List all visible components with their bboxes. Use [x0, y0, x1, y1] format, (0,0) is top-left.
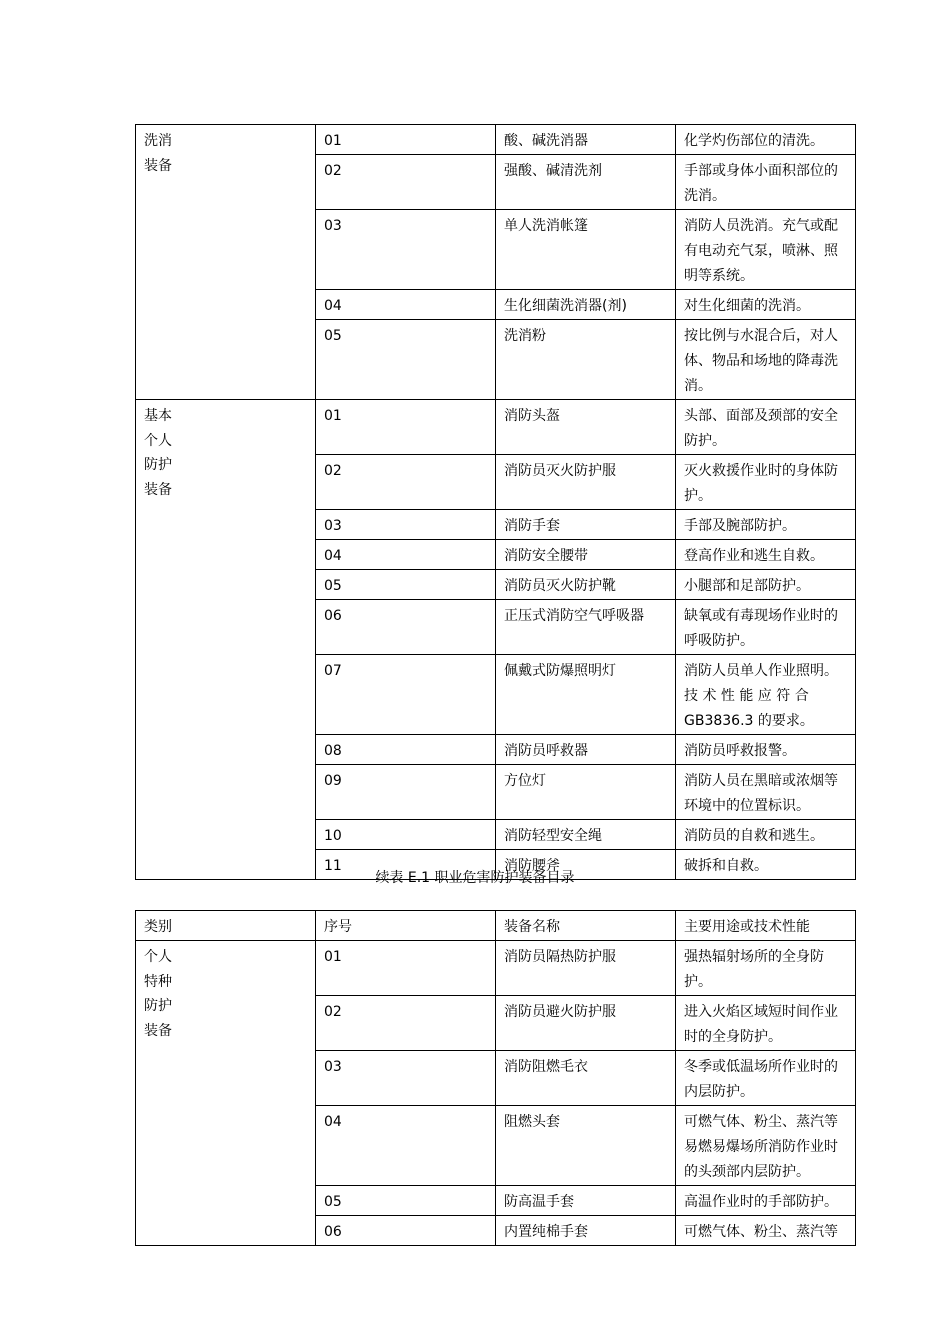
usage-line: 化学灼伤部位的清洗。 — [684, 133, 824, 149]
number-cell: 05 — [316, 1186, 496, 1216]
number-cell: 03 — [316, 1051, 496, 1106]
usage-line: 体、物品和场地的降毒洗 — [684, 353, 838, 369]
usage-line: GB3836.3 的要求。 — [684, 713, 814, 729]
table-header-row — [136, 911, 856, 941]
usage-line: 手部及腕部防护。 — [684, 518, 796, 534]
category-cell — [136, 941, 316, 1246]
usage-line: 可燃气体、粉尘、蒸汽等 — [684, 1224, 838, 1240]
category-line: 特种 — [144, 973, 172, 990]
header-name: 装备名称 — [496, 911, 676, 941]
usage-line: 环境中的位置标识。 — [684, 798, 810, 814]
usage-line: 护。 — [684, 974, 712, 990]
usage-line: 冬季或低温场所作业时的 — [684, 1059, 838, 1075]
equipment-name-cell: 防高温手套 — [496, 1186, 676, 1216]
usage-cell — [676, 1216, 856, 1246]
usage-line: 消防员呼救报警。 — [684, 743, 796, 759]
number-cell: 05 — [316, 570, 496, 600]
table-caption: 续表 E.1 职业危害防护装备目录 — [375, 870, 575, 886]
equipment-name-cell: 消防员灭火防护服 — [496, 455, 676, 510]
usage-cell — [676, 1051, 856, 1106]
usage-cell — [676, 735, 856, 765]
table-row — [136, 400, 856, 455]
usage-line: 强热辐射场所的全身防 — [684, 949, 824, 965]
equipment-name-cell: 消防头盔 — [496, 400, 676, 455]
usage-line: 缺氧或有毒现场作业时的 — [684, 608, 838, 624]
number-cell: 01 — [316, 941, 496, 996]
table-row — [136, 941, 856, 996]
usage-line: 高温作业时的手部防护。 — [684, 1194, 838, 1210]
number-cell: 10 — [316, 820, 496, 850]
equipment-name-cell: 内置纯棉手套 — [496, 1216, 676, 1246]
usage-line: 防护。 — [684, 433, 726, 449]
equipment-name-cell: 消防员灭火防护靴 — [496, 570, 676, 600]
usage-cell — [676, 820, 856, 850]
usage-cell — [676, 941, 856, 996]
usage-cell — [676, 655, 856, 735]
usage-cell — [676, 600, 856, 655]
usage-cell — [676, 765, 856, 820]
equipment-name-cell: 正压式消防空气呼吸器 — [496, 600, 676, 655]
usage-line: 消防人员在黑暗或浓烟等 — [684, 773, 838, 789]
usage-line: 易燃易爆场所消防作业时 — [684, 1139, 838, 1155]
usage-cell — [676, 210, 856, 290]
usage-cell — [676, 155, 856, 210]
number-cell: 01 — [316, 125, 496, 155]
category-line: 装备 — [144, 1022, 172, 1039]
equipment-name-cell: 消防员隔热防护服 — [496, 941, 676, 996]
header-usage: 主要用途或技术性能 — [676, 911, 856, 941]
equipment-name-cell: 佩戴式防爆照明灯 — [496, 655, 676, 735]
equipment-name-cell: 消防手套 — [496, 510, 676, 540]
usage-line: 呼吸防护。 — [684, 633, 754, 649]
number-cell: 09 — [316, 765, 496, 820]
category-line: 基本 — [144, 408, 172, 424]
usage-line: 手部或身体小面积部位的 — [684, 163, 838, 179]
usage-line: 对生化细菌的洗消。 — [684, 298, 810, 314]
header-number: 序号 — [316, 911, 496, 941]
usage-line: 灭火救援作业时的身体防 — [684, 463, 838, 479]
equipment-name-cell: 阻燃头套 — [496, 1106, 676, 1186]
number-cell: 05 — [316, 320, 496, 400]
usage-line: 头部、面部及颈部的安全 — [684, 408, 838, 424]
equipment-name-cell: 洗消粉 — [496, 320, 676, 400]
number-cell: 02 — [316, 455, 496, 510]
equipment-name-cell: 消防安全腰带 — [496, 540, 676, 570]
usage-line: 技 术 性 能 应 符 合 — [684, 688, 809, 704]
category-line: 个人 — [144, 432, 172, 449]
usage-cell — [676, 510, 856, 540]
number-cell: 07 — [316, 655, 496, 735]
number-cell: 11 — [316, 850, 496, 880]
usage-line: 进入火焰区域短时间作业 — [684, 1004, 838, 1020]
usage-cell — [676, 570, 856, 600]
number-cell: 04 — [316, 1106, 496, 1186]
equipment-table-2 — [135, 910, 856, 1246]
usage-line: 登高作业和逃生自救。 — [684, 548, 824, 564]
equipment-name-cell: 单人洗消帐篷 — [496, 210, 676, 290]
category-line: 防护 — [144, 998, 172, 1014]
category-line: 装备 — [144, 481, 172, 498]
category-cell — [136, 400, 316, 880]
usage-line: 明等系统。 — [684, 268, 754, 284]
usage-line: 消防员的自救和逃生。 — [684, 828, 824, 844]
usage-cell — [676, 1186, 856, 1216]
category-cell — [136, 125, 316, 400]
number-cell: 02 — [316, 155, 496, 210]
category-line: 装备 — [144, 157, 172, 174]
usage-line: 消防人员单人作业照明。 — [684, 663, 838, 679]
number-cell: 04 — [316, 540, 496, 570]
category-line: 洗消 — [144, 133, 172, 149]
equipment-name-cell: 酸、碱洗消器 — [496, 125, 676, 155]
equipment-name-cell: 方位灯 — [496, 765, 676, 820]
usage-line: 消防人员洗消。充气或配 — [684, 218, 838, 234]
usage-cell — [676, 1106, 856, 1186]
category-line: 个人 — [144, 949, 172, 965]
equipment-name-cell: 消防轻型安全绳 — [496, 820, 676, 850]
equipment-name-cell: 消防阻燃毛衣 — [496, 1051, 676, 1106]
equipment-name-cell: 消防员避火防护服 — [496, 996, 676, 1051]
number-cell: 03 — [316, 510, 496, 540]
usage-line: 可燃气体、粉尘、蒸汽等 — [684, 1114, 838, 1130]
table-row — [136, 125, 856, 155]
number-cell: 06 — [316, 1216, 496, 1246]
usage-line: 有电动充气泵，喷淋、照 — [684, 243, 838, 259]
usage-line: 破拆和自救。 — [684, 858, 768, 874]
usage-cell — [676, 400, 856, 455]
header-category: 类别 — [136, 911, 316, 941]
number-cell: 03 — [316, 210, 496, 290]
equipment-name-cell: 强酸、碱清洗剂 — [496, 155, 676, 210]
usage-line: 小腿部和足部防护。 — [684, 578, 810, 594]
usage-cell — [676, 125, 856, 155]
number-cell: 06 — [316, 600, 496, 655]
usage-line: 的头颈部内层防护。 — [684, 1164, 810, 1180]
number-cell: 02 — [316, 996, 496, 1051]
equipment-table-1 — [135, 124, 856, 880]
usage-cell — [676, 540, 856, 570]
usage-line: 按比例与水混合后，对人 — [684, 328, 838, 344]
equipment-name-cell: 消防腰斧 — [496, 850, 676, 880]
equipment-name-cell: 生化细菌洗消器(剂) — [496, 290, 676, 320]
usage-line: 时的全身防护。 — [684, 1029, 782, 1045]
equipment-name-cell: 消防员呼救器 — [496, 735, 676, 765]
usage-cell — [676, 455, 856, 510]
usage-line: 内层防护。 — [684, 1084, 754, 1100]
category-line: 防护 — [144, 457, 172, 473]
number-cell: 01 — [316, 400, 496, 455]
number-cell: 04 — [316, 290, 496, 320]
usage-cell — [676, 996, 856, 1051]
usage-line: 洗消。 — [684, 188, 726, 204]
usage-cell — [676, 320, 856, 400]
number-cell: 08 — [316, 735, 496, 765]
usage-cell — [676, 290, 856, 320]
usage-line: 护。 — [684, 488, 712, 504]
usage-line: 消。 — [684, 378, 712, 394]
